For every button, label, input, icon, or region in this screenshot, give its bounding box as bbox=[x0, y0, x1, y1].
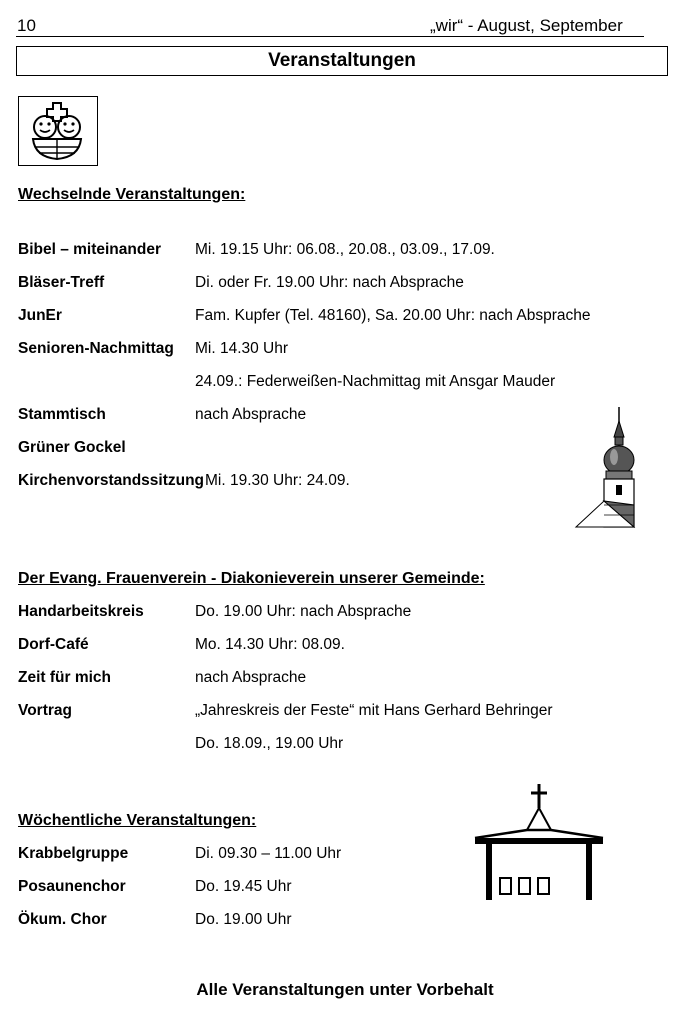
page-number: 10 bbox=[17, 16, 36, 35]
event-label: Zeit für mich bbox=[18, 669, 112, 686]
page-title-text: Veranstaltungen bbox=[268, 50, 416, 71]
event-value: 24.09.: Federweißen-Nachmittag mit Ansgar Mauder bbox=[195, 373, 556, 390]
church-tower-icon bbox=[570, 405, 640, 531]
event-value: „Jahreskreis der Feste“ mit Hans Gerhard Behringer bbox=[195, 702, 553, 719]
event-value: Do. 19.00 Uhr: nach Absprache bbox=[195, 603, 412, 620]
event-label: Senioren-Nachmittag bbox=[18, 340, 174, 357]
event-value: nach Absprache bbox=[195, 669, 307, 686]
event-label: Krabbelgruppe bbox=[18, 845, 129, 862]
event-label: Bläser-Treff bbox=[18, 274, 105, 291]
event-value: Do. 19.00 Uhr bbox=[195, 911, 292, 928]
event-value: Mi. 14.30 Uhr bbox=[195, 340, 289, 357]
event-value: Di. 09.30 – 11.00 Uhr bbox=[195, 845, 342, 862]
church-children-logo-icon bbox=[18, 96, 98, 166]
event-value: Do. 18.09., 19.00 Uhr bbox=[195, 735, 344, 752]
event-label: Dorf-Café bbox=[18, 636, 89, 653]
event-value: Mi. 19.30 Uhr: 24.09. bbox=[205, 472, 350, 489]
event-label: Grüner Gockel bbox=[18, 439, 126, 456]
event-label: Ökum. Chor bbox=[18, 911, 107, 928]
header-divider bbox=[16, 36, 644, 37]
event-label: Handarbeitskreis bbox=[18, 603, 144, 620]
event-value: nach Absprache bbox=[195, 406, 307, 423]
event-label: Stammtisch bbox=[18, 406, 106, 423]
section-heading-woechentlich: Wöchentliche Veranstaltungen: bbox=[18, 812, 257, 829]
event-label: Vortrag bbox=[18, 702, 72, 719]
page-title bbox=[16, 46, 668, 76]
footer-note: Alle Veranstaltungen unter Vorbehalt bbox=[196, 980, 494, 999]
section-heading-frauenverein: Der Evang. Frauenverein - Diakonieverein unserer Gemeinde: bbox=[18, 570, 485, 587]
event-label: Kirchenvorstandssitzung bbox=[18, 472, 205, 489]
event-value: Fam. Kupfer (Tel. 48160), Sa. 20.00 Uhr: nach Absprache bbox=[195, 307, 591, 324]
issue-title: „wir“ - August, September bbox=[430, 16, 623, 35]
event-value: Mi. 19.15 Uhr: 06.08., 20.08., 03.09., 17.09. bbox=[195, 241, 495, 258]
event-label: Posaunenchor bbox=[18, 878, 126, 895]
event-label: JunEr bbox=[18, 307, 62, 324]
event-value: Do. 19.45 Uhr bbox=[195, 878, 292, 895]
section-heading-wechselnde: Wechselnde Veranstaltungen: bbox=[18, 186, 246, 203]
church-building-icon bbox=[472, 782, 606, 904]
event-value: Mo. 14.30 Uhr: 08.09. bbox=[195, 636, 345, 653]
event-label: Bibel – miteinander bbox=[18, 241, 161, 258]
event-value: Di. oder Fr. 19.00 Uhr: nach Absprache bbox=[195, 274, 464, 291]
